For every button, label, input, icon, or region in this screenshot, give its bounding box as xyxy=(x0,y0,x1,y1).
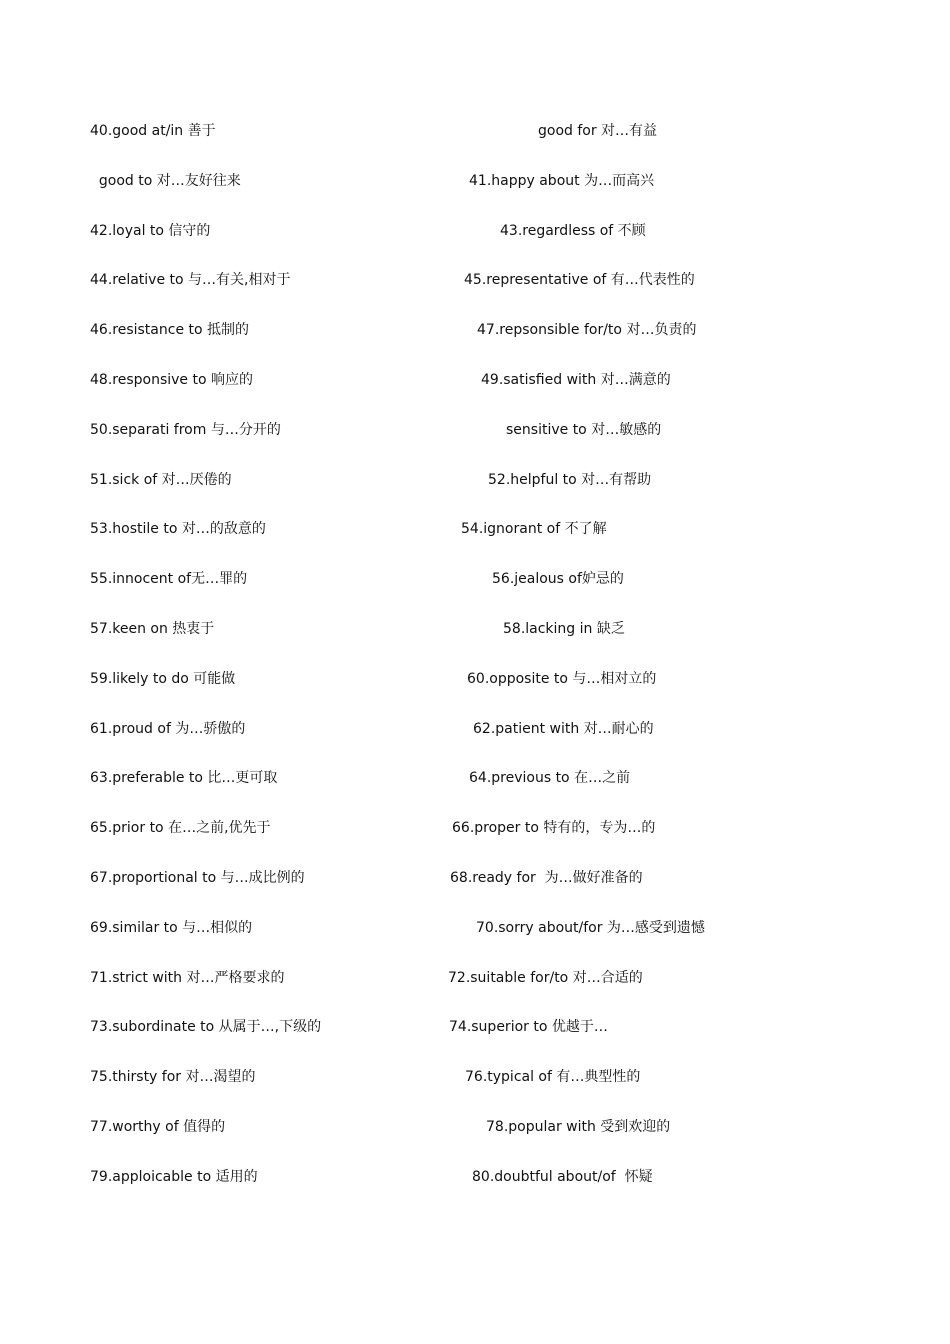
phrase-row xyxy=(0,1016,950,1038)
phrase-right: 66.proper to 特有的，专为…的 xyxy=(452,820,656,837)
phrase-row xyxy=(0,618,950,640)
phrase-left: 65.prior to 在…之前,优先于 xyxy=(90,820,271,837)
phrase-row xyxy=(0,220,950,242)
phrase-left: 59.likely to do 可能做 xyxy=(90,670,236,687)
phrase-right: 52.helpful to 对…有帮助 xyxy=(488,471,652,488)
phrase-right: good for 对…有益 xyxy=(538,123,658,139)
phrase-row xyxy=(0,369,950,391)
phrase-left: good to 对…友好往来 xyxy=(90,172,241,189)
phrase-right: 58.lacking in 缺乏 xyxy=(503,621,625,637)
phrase-left: 50.separati from 与…分开的 xyxy=(90,421,281,438)
phrase-left: 75.thirsty for 对…渴望的 xyxy=(90,1069,256,1086)
phrase-right: 78.popular with 受到欢迎的 xyxy=(486,1119,671,1135)
phrase-row xyxy=(0,917,950,939)
phrase-right: 74.superior to 优越于… xyxy=(449,1019,608,1036)
phrase-left: 40.good at/in 善于 xyxy=(90,123,216,139)
phrase-row xyxy=(0,967,950,989)
phrase-row xyxy=(0,568,950,590)
phrase-right: 49.satisfied with 对…满意的 xyxy=(481,372,671,388)
phrase-left: 71.strict with 对…严格要求的 xyxy=(90,969,285,986)
phrase-right: 72.suitable for/to 对…合适的 xyxy=(448,969,643,986)
phrase-row xyxy=(0,1166,950,1188)
phrase-row xyxy=(0,319,950,341)
phrase-row xyxy=(0,718,950,740)
phrase-row xyxy=(0,269,950,291)
phrase-right: 76.typical of 有…典型性的 xyxy=(465,1069,641,1086)
phrase-row xyxy=(0,1066,950,1088)
phrase-row xyxy=(0,469,950,491)
phrase-left: 61.proud of 为…骄傲的 xyxy=(90,720,246,737)
phrase-left: 69.similar to 与…相似的 xyxy=(90,919,253,936)
phrase-right: sensitive to 对…敏感的 xyxy=(506,421,662,438)
phrase-right: 43.regardless of 不顾 xyxy=(500,222,646,239)
phrase-right: 80.doubtful about/of 怀疑 xyxy=(472,1168,653,1185)
phrase-left: 73.subordinate to 从属于…,下级的 xyxy=(90,1019,322,1036)
phrase-right: 45.representative of 有…代表性的 xyxy=(464,272,695,289)
phrase-right: 56.jealous of妒忌的 xyxy=(492,571,624,588)
phrase-right: 62.patient with 对…耐心的 xyxy=(473,720,654,737)
phrase-row xyxy=(0,767,950,789)
phrase-left: 53.hostile to 对…的敌意的 xyxy=(90,521,266,538)
phrase-row xyxy=(0,120,950,142)
phrase-right: 64.previous to 在…之前 xyxy=(469,770,631,787)
phrase-left: 42.loyal to 信守的 xyxy=(90,222,211,239)
phrase-left: 44.relative to 与…有关,相对于 xyxy=(90,272,291,289)
phrase-left: 51.sick of 对…厌倦的 xyxy=(90,471,232,488)
phrase-row xyxy=(0,1116,950,1138)
phrase-row xyxy=(0,867,950,889)
phrase-row xyxy=(0,518,950,540)
phrase-right: 47.repsonsible for/to 对…负责的 xyxy=(477,322,697,339)
phrase-right: 70.sorry about/for 为…感受到遗憾 xyxy=(476,919,705,936)
phrase-left: 55.innocent of无…罪的 xyxy=(90,571,248,588)
phrase-row xyxy=(0,668,950,690)
phrase-right: 60.opposite to 与…相对立的 xyxy=(467,670,657,687)
phrase-row xyxy=(0,817,950,839)
phrase-row xyxy=(0,419,950,441)
phrase-right: 54.ignorant of 不了解 xyxy=(461,521,607,538)
phrase-right: 41.happy about 为…而高兴 xyxy=(469,172,655,189)
phrase-left: 77.worthy of 值得的 xyxy=(90,1119,226,1135)
phrase-left: 63.preferable to 比…更可取 xyxy=(90,770,278,787)
phrase-right: 68.ready for 为…做好准备的 xyxy=(450,870,643,886)
phrase-left: 79.apploicable to 适用的 xyxy=(90,1168,258,1185)
phrase-left: 46.resistance to 抵制的 xyxy=(90,322,250,339)
phrase-left: 48.responsive to 响应的 xyxy=(90,372,253,388)
phrase-left: 67.proportional to 与…成比例的 xyxy=(90,870,305,886)
phrase-row xyxy=(0,170,950,192)
phrase-left: 57.keen on 热衷于 xyxy=(90,621,215,637)
